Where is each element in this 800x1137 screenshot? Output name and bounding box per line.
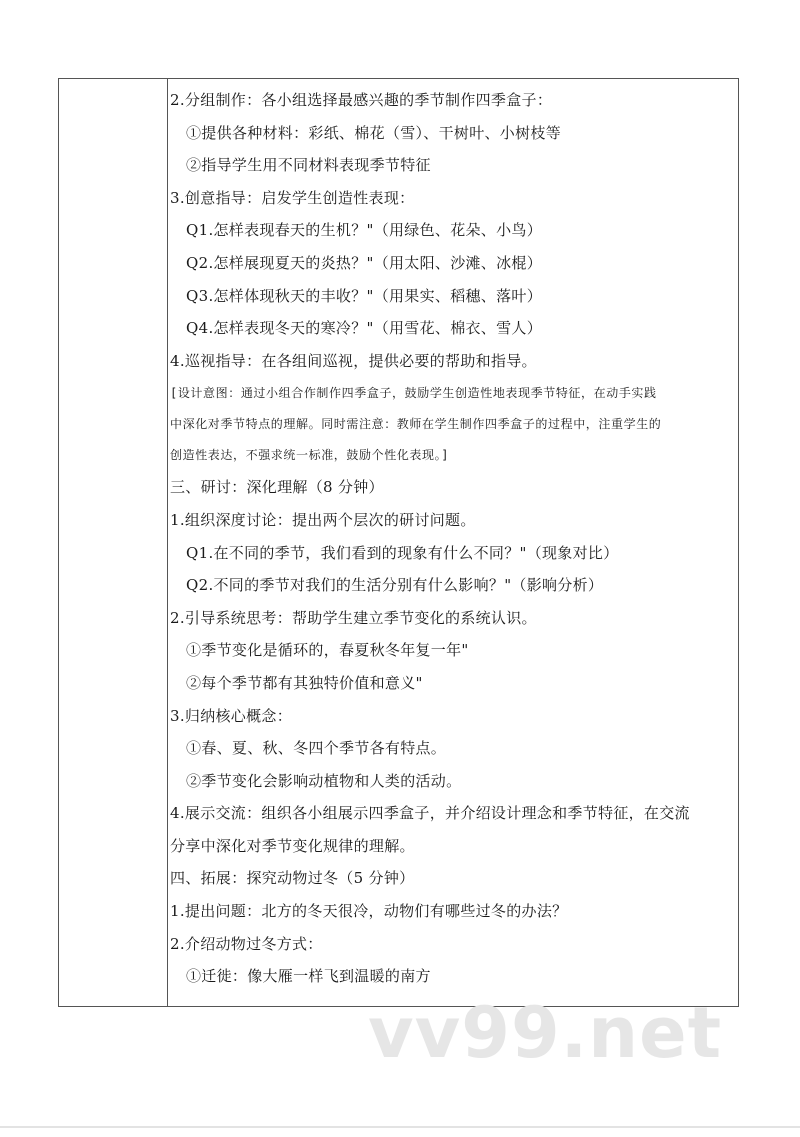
text-line: ①迁徙：像大雁一样飞到温暖的南方 (186, 967, 431, 986)
activity-steps (170, 84, 736, 377)
text-line: 1.提出问题：北方的冬天很冷，动物们有哪些过冬的办法？ (170, 902, 568, 921)
design-intent-note (170, 378, 736, 471)
text-line: 4.巡视指导：在各组间巡视，提供必要的帮助和指导。 (170, 351, 537, 370)
text-line: Q1.怎样表现春天的生机？"（用绿色、花朵、小鸟） (186, 221, 543, 240)
text-line: 4.展示交流：组织各小组展示四季盒子，并介绍设计理念和季节特征，在交流 (170, 804, 690, 823)
text-line: 1.组织深度讨论：提出两个层次的研讨问题。 (170, 510, 476, 529)
text-line: 3.创意指导：启发学生创造性表现： (170, 188, 415, 207)
text-line: Q2.怎样展现夏天的炎热？"（用太阳、沙滩、冰棍） (186, 253, 543, 272)
text-line: 四、拓展：探究动物过冬（5 分钟） (170, 869, 415, 888)
design-note-line: [设计意图：通过小组合作制作四季盒子，鼓励学生创造性地表现季节特征，在动手实践 (170, 386, 657, 401)
text-line: ②每个季节都有其独特价值和意义" (186, 673, 423, 692)
text-line: ②指导学生用不同材料表现季节特征 (186, 156, 431, 175)
discussion-and-extension (170, 471, 736, 993)
text-line: ①春、夏、秋、冬四个季节各有特点。 (186, 739, 447, 758)
text-line: ②季节变化会影响动植物和人类的活动。 (186, 771, 462, 790)
text-line: Q4.怎样表现冬天的寒冷？"（用雪花、棉衣、雪人） (186, 319, 543, 338)
text-line: Q2.不同的季节对我们的生活分别有什么影响？"（影响分析） (186, 576, 604, 595)
watermark: vv99.net (368, 992, 723, 1074)
text-line: 2.引导系统思考：帮助学生建立季节变化的系统认识。 (170, 608, 537, 627)
text-line: ①季节变化是循环的，春夏秋冬年复一年" (186, 641, 469, 660)
text-line: 分享中深化对季节变化规律的理解。 (170, 836, 415, 855)
text-line: 三、研讨：深化理解（8 分钟） (170, 478, 384, 497)
text-line: Q1.在不同的季节，我们看到的现象有什么不同？"（现象对比） (186, 543, 619, 562)
design-note-line: 创造性表达，不强求统一标准，鼓励个性化表现。] (170, 448, 450, 463)
table-column-divider (167, 78, 168, 1007)
text-line: ①提供各种材料：彩纸、棉花（雪）、干树叶、小树枝等 (186, 123, 562, 142)
text-line: 2.分组制作：各小组选择最感兴趣的季节制作四季盒子： (170, 91, 553, 109)
design-note-line: 中深化对季节特点的理解。同时需注意：教师在学生制作四季盒子的过程中，注重学生的 (170, 417, 662, 432)
text-line: 3.归纳核心概念： (170, 706, 293, 725)
lesson-content-cell (170, 84, 736, 993)
text-line: 2.介绍动物过冬方式： (170, 934, 323, 953)
page-bottom-rule (0, 1126, 800, 1128)
text-line: Q3.怎样体现秋天的丰收？"（用果实、稻穗、落叶） (186, 286, 543, 305)
